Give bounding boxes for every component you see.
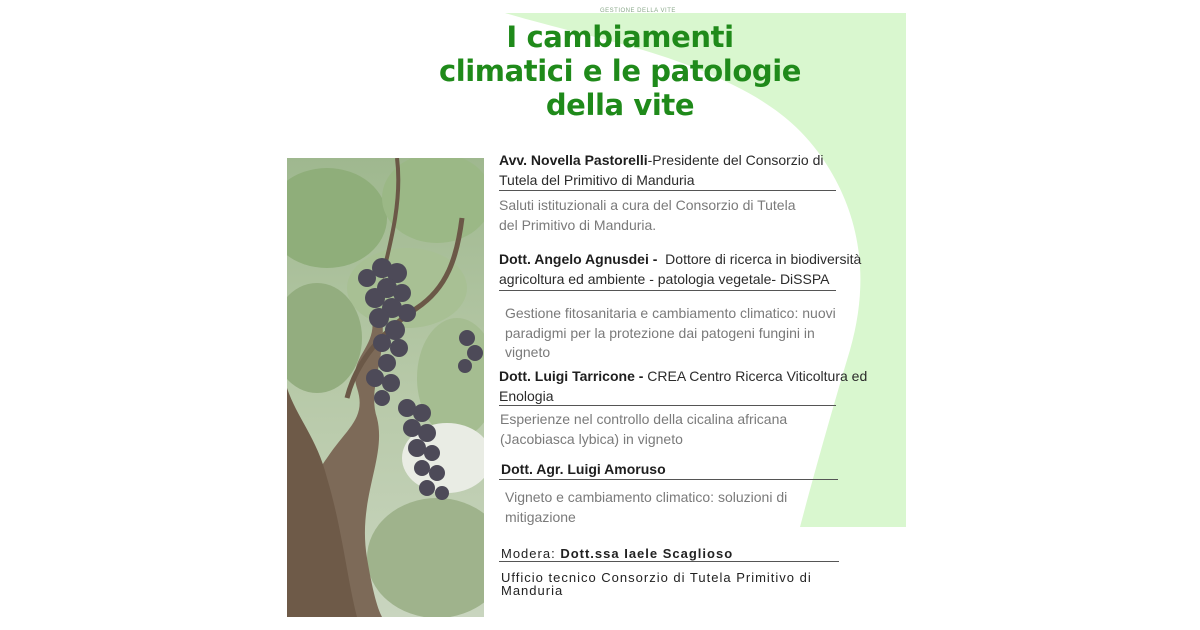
office-line: Ufficio tecnico Consorzio di Tutela Primitivo di (501, 570, 812, 585)
moderator-name: Dott.ssa Iaele Scaglioso (560, 546, 734, 561)
topic-line: Saluti istituzionali a cura del Consorzio di Tutela (499, 197, 796, 213)
speaker-3-name: Dott. Luigi Tarricone - (499, 368, 644, 384)
speaker-2-role: Dottore di ricerca in biodiversità (657, 251, 862, 267)
speaker-4 (501, 460, 901, 480)
speaker-2-line1 (499, 250, 899, 270)
speaker-3-role-line2: Enologia (499, 387, 554, 404)
topic-line: (Jacobiasca lybica) in vigneto (500, 430, 683, 447)
office-line: Manduria (501, 583, 564, 598)
topic-line: Vigneto e cambiamento climatico: soluzioni di (505, 489, 788, 505)
speaker-4-topic (505, 488, 787, 527)
title-line-1: I cambiamenti (506, 20, 734, 54)
speaker-4-name: Dott. Agr. Luigi Amoruso (501, 461, 666, 477)
speaker-2-role-line2: agricoltura ed ambiente - patologia vegetale- DiSSPA (499, 270, 830, 287)
speaker-1-topic (499, 196, 796, 235)
header-topline: GESTIONE DELLA VITE (600, 8, 676, 14)
topic-line: paradigmi per la protezione dai patogeni fungini in (505, 324, 815, 341)
speaker-1 (499, 151, 899, 190)
divider (499, 479, 838, 480)
topic-line: Esperienze nel controllo della cicalina africana (500, 411, 788, 427)
divider (499, 561, 839, 562)
moderator-office (501, 571, 861, 597)
divider (499, 190, 836, 191)
speaker-3 (499, 367, 899, 406)
divider (499, 290, 836, 291)
speaker-3-role: CREA Centro Ricerca Viticoltura ed (643, 368, 868, 384)
speaker-2-topic (505, 304, 836, 363)
speaker-1-role-line2: Tutela del Primitivo di Manduria (499, 171, 695, 188)
topic-line: Gestione fitosanitaria e cambiamento climatico: nuovi (505, 305, 836, 321)
topic-line: del Primitivo di Manduria. (499, 216, 657, 233)
speaker-2-name: Dott. Angelo Agnusdei - (499, 251, 658, 267)
page-title (420, 20, 820, 122)
speaker-2 (499, 250, 899, 289)
moderator-label: Modera: (501, 546, 561, 561)
speaker-1-line1 (499, 151, 899, 171)
speaker-1-role: -Presidente del Consorzio di (647, 152, 824, 168)
divider (499, 405, 836, 406)
speaker-3-topic (500, 410, 787, 449)
topic-line: vigneto (505, 344, 551, 360)
topic-line: mitigazione (505, 508, 576, 525)
title-line-2: climatici e le patologie (438, 54, 802, 88)
grape-vine-photo (287, 158, 484, 617)
speaker-1-name: Avv. Novella Pastorelli (499, 152, 648, 168)
speaker-3-line1 (499, 367, 899, 387)
title-line-3: della vite (545, 88, 695, 122)
